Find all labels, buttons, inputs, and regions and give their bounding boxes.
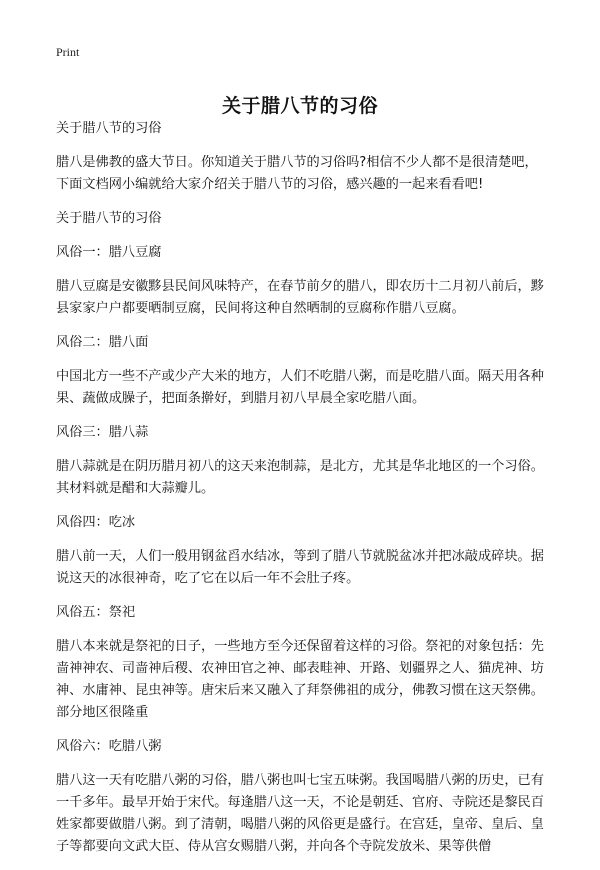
- page-title: 关于腊八节的习俗: [221, 94, 378, 117]
- custom-paragraph-2: 中国北方一些不产或少产大米的地方，人们不吃腊八粥，而是吃腊八面。隔天用各种果、蔬做成臊子，把面条擀好，到腊月初八早晨全家吃腊八面。: [56, 369, 544, 406]
- print-link[interactable]: Print: [56, 45, 80, 59]
- custom-heading-5: 风俗五：祭祀: [56, 605, 136, 620]
- custom-paragraph-3: 腊八蒜就是在阴历腊月初八的这天来泡制蒜，是北方，尤其是华北地区的一个习俗。其材料就是醋和大蒜瓣儿。: [56, 459, 544, 496]
- section-heading: 关于腊八节的习俗: [56, 121, 162, 136]
- custom-heading-4: 风俗四：吃冰: [56, 515, 136, 530]
- article-body: [56, 118, 546, 870]
- custom-heading-1: 风俗一：腊八豆腐: [56, 245, 162, 260]
- intro-paragraph: 腊八是佛教的盛大节日。你知道关于腊八节的习俗吗?相信不少人都不是很清楚吧，下面文档网小编就给大家介绍关于腊八节的习俗，感兴趣的一起来看看吧!: [56, 155, 538, 192]
- custom-paragraph-6: 腊八这一天有吃腊八粥的习俗，腊八粥也叫七宝五味粥。我国喝腊八粥的历史，已有一千多年。最早开始于宋代。每逢腊八这一天，不论是朝廷、官府、寺院还是黎民百姓家都要做腊八粥。到了清朝，喝腊八粥的风俗更是盛行。在宫廷，皇帝、皇后、皇子等都要向文武大臣、侍从宫女赐腊八粥，并向各个寺院发放米、果等供僧: [56, 773, 544, 854]
- custom-heading-2: 风俗二：腊八面: [56, 335, 149, 350]
- custom-paragraph-5: 腊八本来就是祭祀的日子，一些地方至今还保留着这样的习俗。祭祀的对象包括：先啬神神农、司啬神后稷、农神田官之神、邮表畦神、开路、划疆界之人、猫虎神、坊神、水庸神、昆虫神等。唐宋后来又融入了拜祭佛祖的成分，佛教习惯在这天祭佛。部分地区很隆重: [56, 639, 544, 720]
- custom-heading-3: 风俗三：腊八蒜: [56, 425, 149, 440]
- section-heading: 关于腊八节的习俗: [56, 211, 162, 226]
- custom-paragraph-4: 腊八前一天，人们一般用钢盆舀水结冰，等到了腊八节就脱盆冰并把冰敲成碎块。据说这天的冰很神奇，吃了它在以后一年不会肚子疼。: [56, 549, 544, 586]
- custom-paragraph-1: 腊八豆腐是安徽黟县民间风味特产，在春节前夕的腊八，即农历十二月初八前后，黟县家家户户都要晒制豆腐，民间将这种自然晒制的豆腐称作腊八豆腐。: [56, 279, 544, 316]
- custom-heading-6: 风俗六：吃腊八粥: [56, 739, 162, 754]
